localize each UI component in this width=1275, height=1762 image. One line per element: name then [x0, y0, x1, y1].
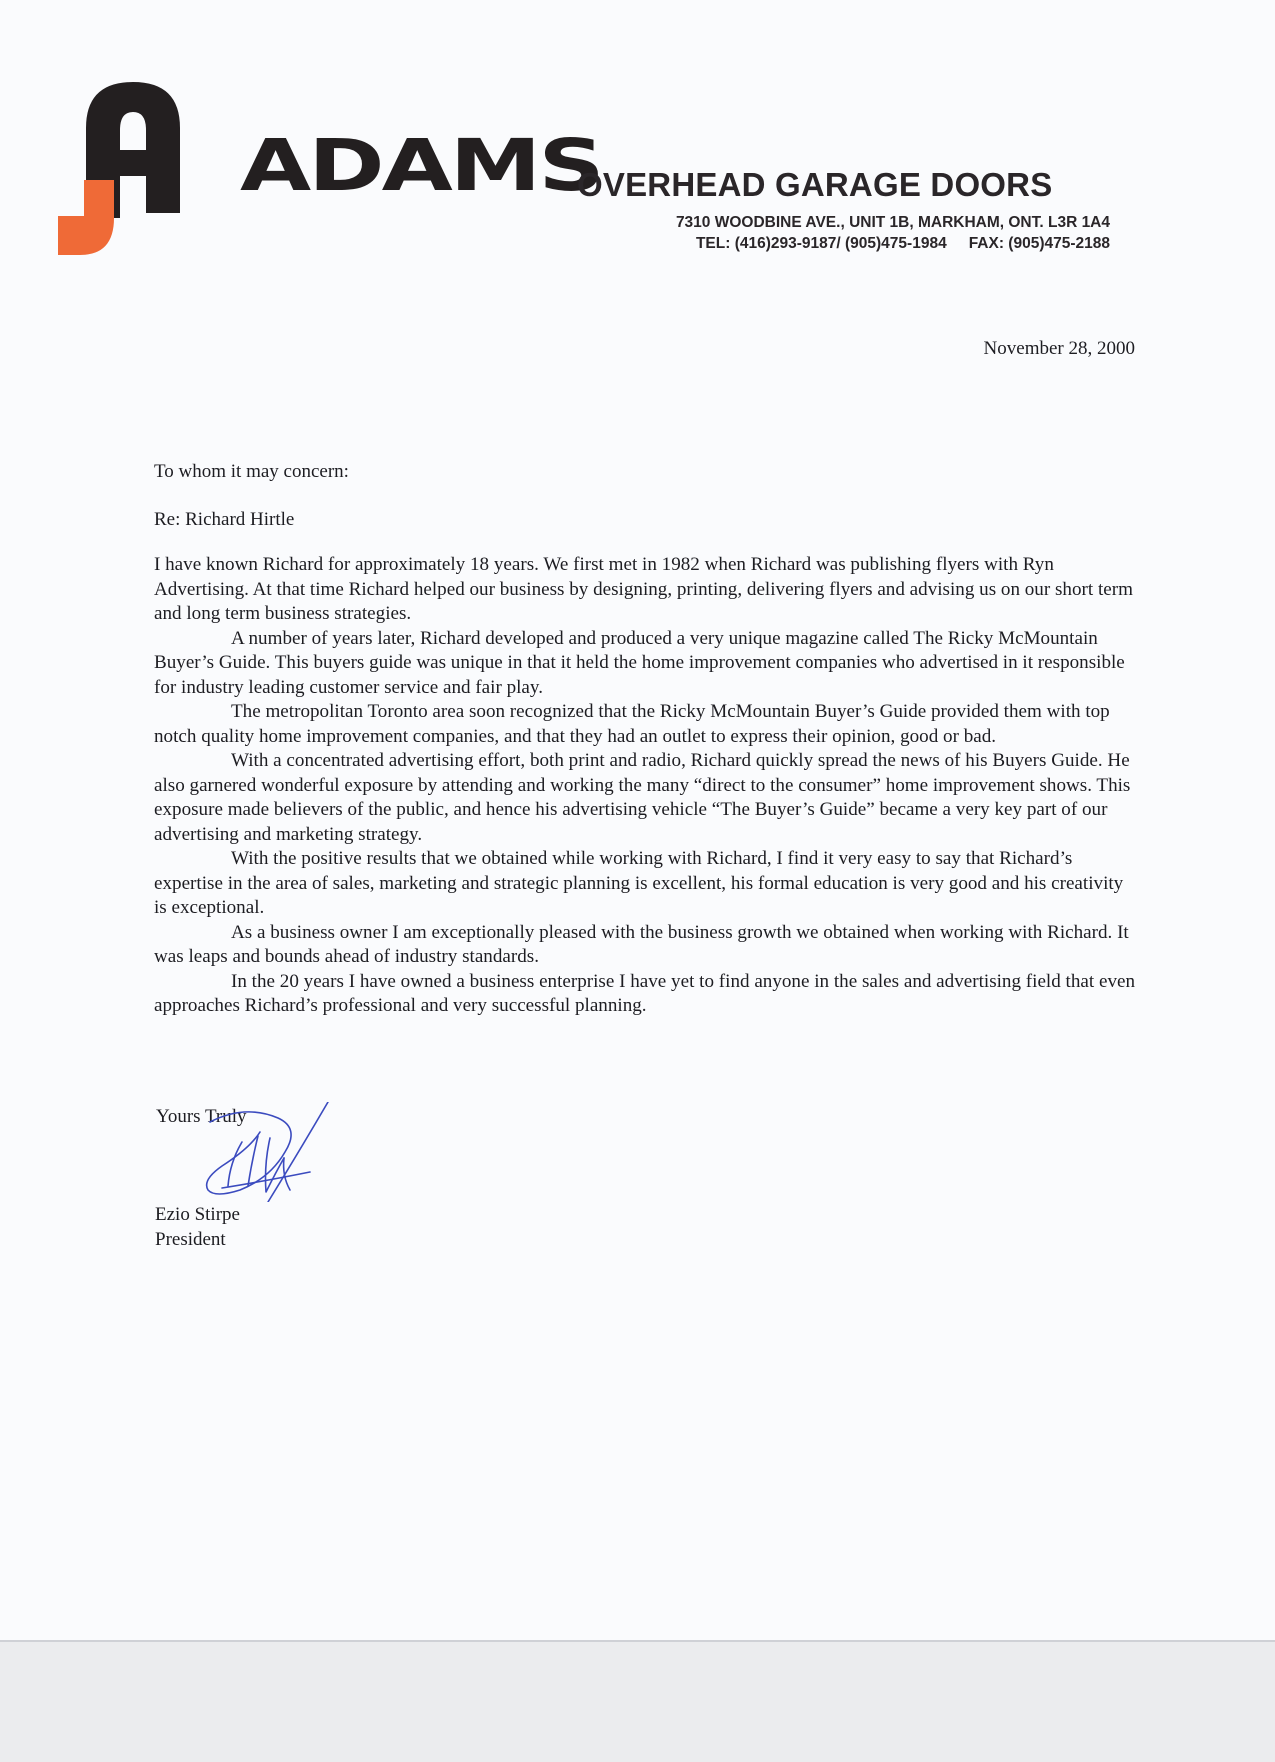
signer-name: Ezio Stirpe	[155, 1204, 240, 1225]
body-paragraph: With a concentrated advertising effort, both print and radio, Richard quickly spread the news of his Buyers Guide. He also garnered wonderful exposure by attending and working the many “direct to the consumer” home improvement shows. This exposure made believers of the public, and hence his advertising vehicle “The Buyer’s Guide” became a very key part of our advertising and marketing strategy.	[154, 750, 1131, 845]
closing: Yours Truly	[156, 1106, 247, 1127]
page-edge	[0, 1640, 1275, 1642]
company-tel: TEL: (416)293-9187/ (905)475-1984	[695, 235, 947, 252]
company-name: OVERHEAD GARAGE DOORS	[577, 166, 1053, 203]
company-address: 7310 WOODBINE AVE., UNIT 1B, MARKHAM, ONT. L3R 1A4	[675, 214, 1110, 231]
body-paragraph: In the 20 years I have owned a business enterprise I have yet to find anyone in the sales and advertising field that even approaches Richard’s professional and very successful planning.	[154, 970, 1136, 1016]
body-paragraph: A number of years later, Richard developed and produced a very unique magazine called The Ricky McMountain Buyer’s Guide. This buyers guide was unique in that it held the home improvement companies who advertised in it responsible for industry leading customer service and fair play.	[154, 627, 1125, 698]
body-paragraph: The metropolitan Toronto area soon recognized that the Ricky McMountain Buyer’s Guide provided them with top notch quality home improvement companies, and that they had an outlet to express their opinion, good or bad.	[154, 701, 1110, 747]
signer-block	[155, 1203, 240, 1252]
signer-title: President	[155, 1228, 226, 1250]
company-contact	[600, 212, 1110, 254]
salutation: To whom it may concern:	[154, 461, 349, 482]
adams-logo-mark	[58, 80, 208, 255]
letter-body	[154, 553, 1135, 1019]
body-paragraph: As a business owner I am exceptionally pleased with the business growth we obtained when working with Richard. It was leaps and bounds ahead of industry standards.	[154, 921, 1129, 967]
logo-letter-j	[58, 180, 114, 255]
adams-wordmark: ADAMS	[240, 123, 602, 208]
letter-date: November 28, 2000	[983, 338, 1135, 359]
body-paragraph: With the positive results that we obtained while working with Richard, I find it very easy to say that Richard’s expertise in the area of sales, marketing and strategic planning is excellent, his formal education is very good and his creativity is exceptional.	[154, 848, 1124, 918]
company-phone-fax	[600, 233, 1110, 254]
body-paragraph: I have known Richard for approximately 18 years. We first met in 1982 when Richard was publishing flyers with Ryn Advertising. At that time Richard helped our business by designing, printing, delivering flyers and advising us on our short term and long term business strategies.	[154, 554, 1133, 624]
subject-line: Re: Richard Hirtle	[154, 509, 295, 530]
handwritten-signature	[200, 1102, 335, 1202]
company-fax: FAX: (905)475-2188	[968, 235, 1110, 252]
